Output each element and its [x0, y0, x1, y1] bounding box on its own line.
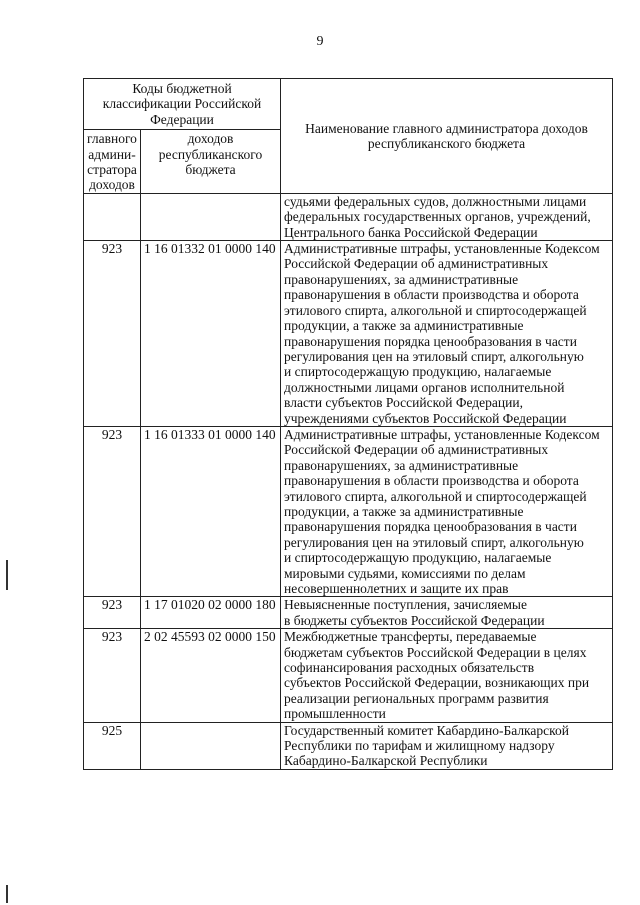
- name-line: продукции, а также за административные: [284, 318, 524, 334]
- margin-mark-top: [6, 560, 8, 590]
- name-line: Российской Федерации об административных: [284, 442, 549, 458]
- name-line: правонарушения порядка ценообразования в части: [284, 333, 577, 349]
- income-code-cell: 1 16 01332 01 0000 140: [141, 241, 281, 427]
- administrator-name-cell: [281, 629, 613, 722]
- name-line: софинансирования расходных обязательств: [284, 660, 535, 676]
- administrator-name-cell: [281, 193, 613, 240]
- name-line: и спиртосодержащую продукцию, налагаемые: [284, 550, 552, 566]
- table-body: [84, 193, 613, 769]
- income-code-cell: [141, 193, 281, 240]
- name-line: и спиртосодержащую продукцию, налагаемые: [284, 364, 552, 380]
- name-line: бюджетам субъектов Российской Федерации в целях: [284, 644, 587, 660]
- name-line: правонарушениях, за административные: [284, 457, 519, 473]
- header-admin-column: главного админи-стратора доходов: [84, 130, 141, 194]
- name-line: судьями федеральных судов, должностными лицами: [284, 193, 587, 209]
- income-code-cell: 2 02 45593 02 0000 150: [141, 629, 281, 722]
- name-line: в бюджеты субъектов Российской Федерации: [284, 612, 545, 628]
- margin-mark-bottom: [6, 885, 8, 903]
- name-line: этилового спирта, алкогольной и спиртосодержащей: [284, 302, 587, 318]
- name-line: продукции, а также за административные: [284, 503, 524, 519]
- name-line: Административные штрафы, установленные Кодексом: [284, 426, 600, 442]
- name-line: несовершеннолетних и защите их прав: [284, 581, 509, 596]
- budget-classification-table: [83, 78, 613, 770]
- name-line: Административные штрафы, установленные Кодексом: [284, 241, 600, 257]
- admin-code-cell: 923: [84, 426, 141, 596]
- table-row: [84, 722, 613, 769]
- income-code-cell: [141, 722, 281, 769]
- name-line: Государственный комитет Кабардино-Балкарской: [284, 722, 569, 738]
- name-line: власти субъектов Российской Федерации,: [284, 395, 523, 411]
- name-line: Невыясненные поступления, зачисляемые: [284, 597, 527, 613]
- name-line: Республики по тарифам и жилищному надзору: [284, 738, 555, 754]
- name-line: этилового спирта, алкогольной и спиртосодержащей: [284, 488, 587, 504]
- name-line: Межбюджетные трансферты, передаваемые: [284, 629, 537, 645]
- admin-code-cell: 923: [84, 597, 141, 629]
- name-line: Российской Федерации об административных: [284, 256, 549, 272]
- administrator-name-cell: [281, 241, 613, 427]
- name-line: регулирования цен на этиловый спирт, алкогольную: [284, 348, 584, 364]
- name-line: должностными лицами органов исполнительной: [284, 379, 565, 395]
- name-line: учреждениями субъектов Российской Федерации: [284, 410, 567, 426]
- table-row: [84, 597, 613, 629]
- name-line: Центрального банка Российской Федерации: [284, 224, 538, 240]
- header-income-column: доходов республиканского бюджета: [141, 130, 281, 194]
- name-line: правонарушениях, за административные: [284, 271, 519, 287]
- header-name-column: Наименование главного администратора доходов республиканского бюджета: [281, 79, 613, 194]
- income-code-cell: 1 16 01333 01 0000 140: [141, 426, 281, 596]
- admin-code-cell: 925: [84, 722, 141, 769]
- table-header: [84, 79, 613, 194]
- administrator-name-cell: [281, 722, 613, 769]
- header-codes-group: Коды бюджетной классификации Российской Федерации: [84, 79, 281, 130]
- administrator-name-cell: [281, 426, 613, 596]
- name-line: федеральных государственных органов, учреждений,: [284, 209, 591, 225]
- name-line: мировыми судьями, комиссиями по делам: [284, 565, 526, 581]
- admin-code-cell: 923: [84, 629, 141, 722]
- name-line: регулирования цен на этиловый спирт, алкогольную: [284, 534, 584, 550]
- name-line: правонарушения в области производства и оборота: [284, 473, 579, 489]
- name-line: правонарушения в области производства и оборота: [284, 287, 579, 303]
- table-row: [84, 629, 613, 722]
- name-line: реализации региональных программ развития: [284, 690, 549, 706]
- table-row: [84, 426, 613, 596]
- name-line: субъектов Российской Федерации, возникающих при: [284, 675, 590, 691]
- income-code-cell: 1 17 01020 02 0000 180: [141, 597, 281, 629]
- administrator-name-cell: [281, 597, 613, 629]
- page-number: 9: [316, 34, 324, 49]
- admin-code-cell: 923: [84, 241, 141, 427]
- name-line: промышленности: [284, 706, 386, 722]
- table-row: [84, 193, 613, 240]
- name-line: Кабардино-Балкарской Республики: [284, 753, 488, 769]
- admin-code-cell: [84, 193, 141, 240]
- name-line: правонарушения порядка ценообразования в части: [284, 519, 577, 535]
- table-row: [84, 241, 613, 427]
